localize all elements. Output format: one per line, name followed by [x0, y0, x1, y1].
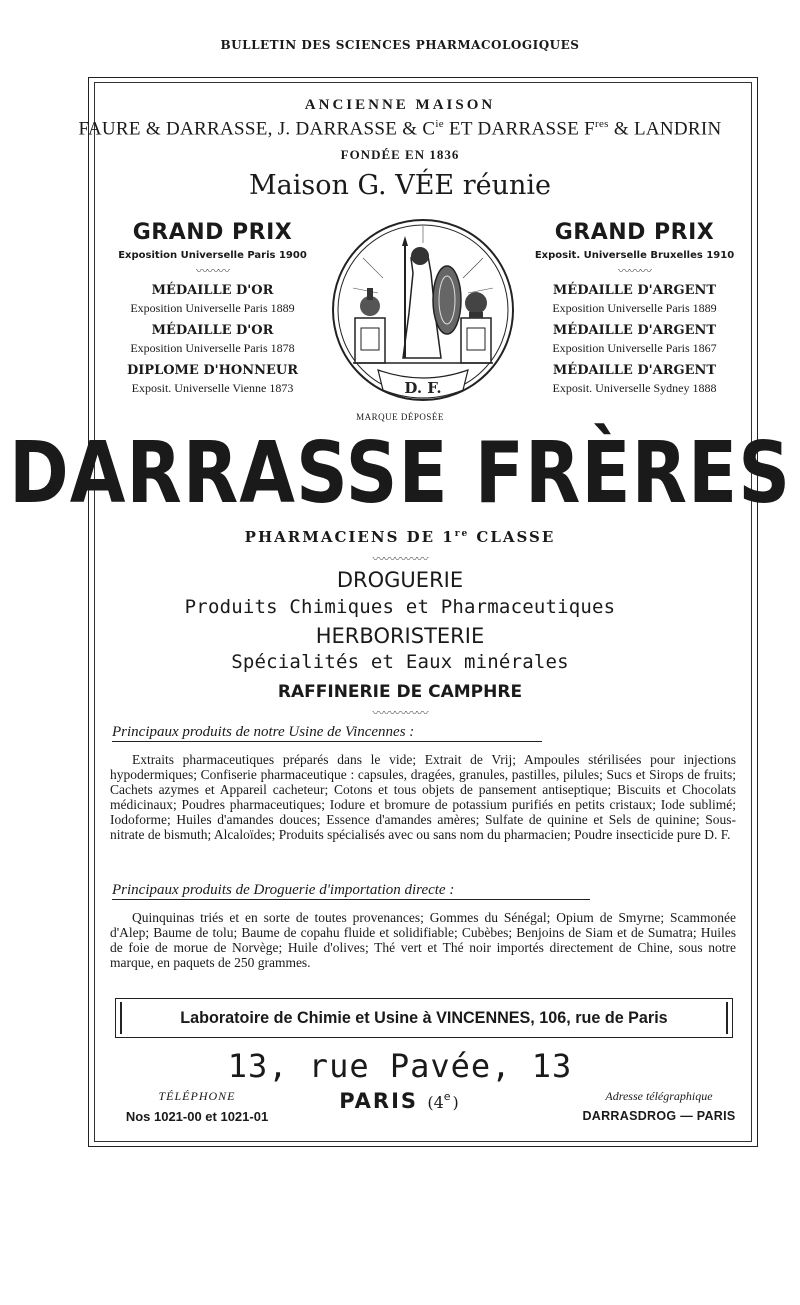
- telephone-block: [112, 1089, 282, 1124]
- street-address: 13, rue Pavée, 13: [227, 1047, 573, 1085]
- right-medal-3: MÉDAILLE D'ARGENT: [552, 362, 717, 378]
- left-medal-3-expo: Exposit. Universelle Vienne 1873: [131, 381, 294, 396]
- brand-divider: 〰〰〰〰〰: [372, 552, 428, 566]
- vincennes-title: Principaux produits de notre Usine de Vincennes :: [112, 724, 542, 742]
- droguerie-heading: DROGUERIE: [336, 568, 464, 592]
- left-grand-prix: GRAND PRIX: [132, 220, 293, 245]
- left-medal-3: DIPLOME D'HONNEUR: [126, 362, 299, 378]
- right-divider: 〰〰〰: [617, 264, 651, 279]
- left-awards: [105, 220, 320, 396]
- telegraph-value: DARRASDROG — PARIS: [582, 1109, 736, 1123]
- running-header: BULLETIN DES SCIENCES PHARMACOLOGIQUES: [220, 38, 580, 52]
- seal-initials: D. F.: [404, 379, 442, 397]
- telegraph-block: [578, 1089, 740, 1123]
- specialites-line: Spécialités et Eaux minérales: [231, 651, 569, 673]
- services-divider: 〰〰〰〰〰: [372, 706, 428, 720]
- maison-vee: Maison G. VÉE réunie: [248, 170, 551, 201]
- left-grand-prix-expo: Exposition Universelle Paris 1900: [118, 250, 307, 262]
- raffinerie-line: RAFFINERIE DE CAMPHRE: [277, 682, 523, 702]
- right-awards: [527, 220, 742, 396]
- left-medal-1-expo: Exposition Universelle Paris 1889: [130, 301, 295, 316]
- seal-emblem: [323, 218, 523, 413]
- right-medal-3-expo: Exposit. Universelle Sydney 1888: [552, 381, 717, 396]
- fondee-line: FONDÉE EN 1836: [340, 147, 460, 162]
- right-medal-1-expo: Exposition Universelle Paris 1889: [552, 301, 717, 316]
- left-medal-2-expo: Exposition Universelle Paris 1878: [130, 341, 295, 356]
- right-medal-2: MÉDAILLE D'ARGENT: [552, 322, 717, 338]
- produits-line: Produits Chimiques et Pharmaceutiques: [184, 596, 616, 618]
- city-line: PARIS (4e): [339, 1089, 461, 1113]
- left-medal-1: MÉDAILLE D'OR: [151, 282, 274, 298]
- marque-deposee: MARQUE DÉPOSÉE: [356, 412, 444, 422]
- left-medal-2: MÉDAILLE D'OR: [151, 322, 274, 338]
- telephone-label: TÉLÉPHONE: [158, 1089, 236, 1103]
- import-text: Quinquinas triés et en sorte de toutes provenances; Gommes du Sénégal; Opium de Smyrne; Scammonée d'Alep; Baume de tolu; Baume de copahu fluide et solidifiable; Cubèbes; Benjoins de Siam et de Sumatra; Huiles de foie de morue de Norvège; Huile d'olives; Thé vert et Thé noir importés directement de Chine, sous notre marque, en paquets de 250 grammes.: [110, 910, 736, 970]
- right-grand-prix-expo: Exposit. Universelle Bruxelles 1910: [534, 250, 735, 262]
- right-grand-prix: GRAND PRIX: [554, 220, 715, 245]
- telegraph-label: Adresse télégraphique: [605, 1089, 713, 1103]
- herboristerie-heading: HERBORISTERIE: [315, 624, 485, 648]
- telephone-numbers: Nos 1021-00 et 1021-01: [125, 1109, 269, 1124]
- pharmaciens-line: PHARMACIENS DE 1re CLASSE: [244, 528, 556, 546]
- import-title: Principaux produits de Droguerie d'importation directe :: [112, 882, 590, 900]
- right-medal-2-expo: Exposition Universelle Paris 1867: [552, 341, 717, 356]
- vincennes-text: Extraits pharmaceutiques préparés dans le vide; Extrait de Vrij; Ampoules stérilisées pour injections hypodermiques; Confiserie pharmaceutique : capsules, dragées, granules, pastilles, pilules; Sucs et Sirops de fruits; Cachets azymes et Appareil cacheteur; Cotons et tous objets de pansement antiseptique; Biscuits et Chocolats médicinaux; Poudres pharmaceutiques; Iodure et bromure de potassium purifiés en petits cristaux; Iode sublimé; Iodoforme; Huiles d'amandes douces; Essence d'amandes amères; Sulfate de quinine et Sels de quinine; Sous-nitrate de bismuth; Alcaloïdes; Produits spécialisés avec ou sans nom du pharmacien; Poudre insecticide pure D. F.: [110, 752, 736, 842]
- laboratoire-box: [115, 998, 733, 1038]
- left-divider: 〰〰〰: [195, 264, 229, 279]
- brand-name: DARRASSE FRÈRES: [8, 422, 792, 523]
- ancienne-maison: ANCIENNE MAISON: [304, 97, 496, 113]
- company-names: FAURE & DARRASSE, J. DARRASSE & $C^{ie}$ ET DARRASSE $F^{res}$ & LANDRIN: [78, 118, 722, 140]
- right-medal-1: MÉDAILLE D'ARGENT: [552, 282, 717, 298]
- laboratoire-text: Laboratoire de Chimie et Usine à VINCENNES, 106, rue de Paris: [180, 1008, 668, 1027]
